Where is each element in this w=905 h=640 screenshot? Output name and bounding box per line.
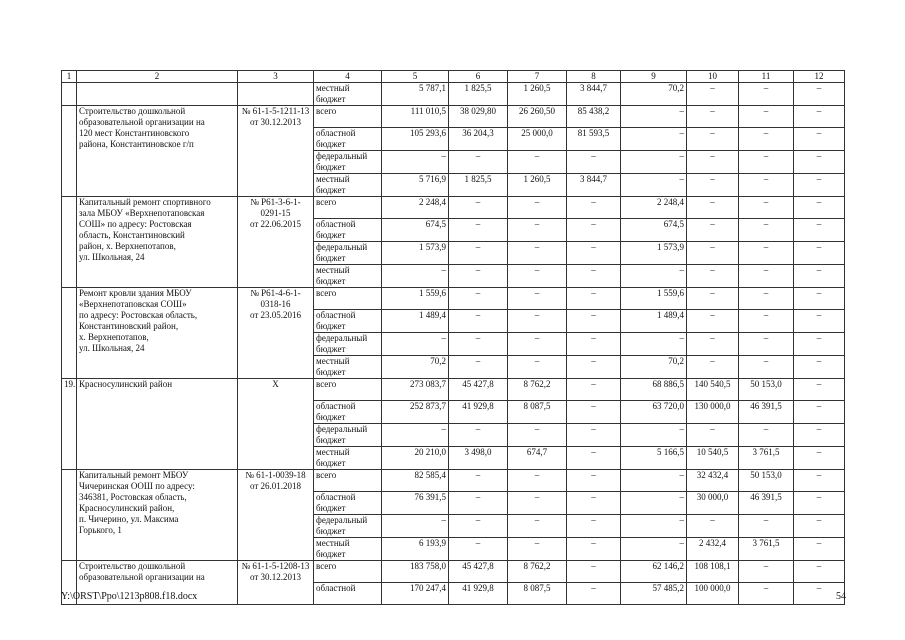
value-cell-col5: 111 010,5 [382, 106, 449, 128]
value-cell-col6: – [449, 492, 508, 515]
value-cell-col6: – [449, 288, 508, 310]
value-cell-col9: 674,5 [621, 219, 687, 242]
budget-source-cell: местный бюджет [314, 174, 382, 197]
budget-source-cell: областной бюджет [314, 401, 382, 424]
budget-source-cell: федеральный бюджет [314, 333, 382, 356]
value-cell-col8: 3 844,7 [567, 174, 621, 197]
value-cell-col9: 62 146,2 [621, 561, 687, 583]
value-cell-col12: – [794, 197, 845, 219]
value-cell-col9: 2 248,4 [621, 197, 687, 219]
column-number-8: 8 [567, 71, 621, 83]
value-cell-col8: – [567, 310, 621, 333]
value-cell-col12: – [794, 492, 845, 515]
value-cell-col5: – [382, 265, 449, 288]
value-cell-col12: – [794, 174, 845, 197]
value-cell-col8: – [567, 515, 621, 538]
value-cell-col10: – [687, 265, 739, 288]
document-number-cell: № Р61-4-6-1- 0318-16 от 23.05.2016 [238, 288, 314, 379]
column-number-6: 6 [449, 71, 508, 83]
value-cell-col8: – [567, 470, 621, 492]
value-cell-col12: – [794, 265, 845, 288]
value-cell-col6: 38 029,80 [449, 106, 508, 128]
document-number-cell: Х [238, 379, 314, 470]
value-cell-col8: – [567, 333, 621, 356]
value-cell-col5: 6 193,9 [382, 538, 449, 561]
value-cell-col9: – [621, 151, 687, 174]
value-cell-col12: – [794, 583, 845, 605]
value-cell-col11: – [739, 288, 794, 310]
value-cell-col10: – [687, 219, 739, 242]
budget-table [61, 70, 845, 605]
table-row [62, 197, 845, 219]
value-cell-col11: 3 761,5 [739, 447, 794, 470]
value-cell-col9: 63 720,0 [621, 401, 687, 424]
value-cell-col7: – [508, 356, 567, 379]
value-cell-col9: 1 559,6 [621, 288, 687, 310]
value-cell-col12: – [794, 151, 845, 174]
column-number-4: 4 [314, 71, 382, 83]
value-cell-col9: – [621, 265, 687, 288]
value-cell-col5: 20 210,0 [382, 447, 449, 470]
value-cell-col11: – [739, 561, 794, 583]
value-cell-col6: – [449, 356, 508, 379]
budget-source-cell: всего [314, 470, 382, 492]
value-cell-col7: 8 087,5 [508, 583, 567, 605]
value-cell-col12: – [794, 106, 845, 128]
value-cell-col9: 1 489,4 [621, 310, 687, 333]
value-cell-col7: 674,7 [508, 447, 567, 470]
column-number-3: 3 [238, 71, 314, 83]
value-cell-col10: 100 000,0 [687, 583, 739, 605]
value-cell-col6: 41 929,8 [449, 401, 508, 424]
value-cell-col10: – [687, 197, 739, 219]
value-cell-col7: 1 260,5 [508, 174, 567, 197]
value-cell-col5: 273 083,7 [382, 379, 449, 401]
budget-source-cell: федеральный бюджет [314, 151, 382, 174]
value-cell-col5: 5 787,1 [382, 83, 449, 106]
object-name-cell: Капитальный ремонт спортивного зала МБОУ «Верхнепотаповская СОШ» по адресу: Ростовская область, Константиновский район, х. Верхнепотапов, ул. Школьная, 24 [77, 197, 238, 288]
value-cell-col5: 5 716,9 [382, 174, 449, 197]
object-name-cell: Капитальный ремонт МБОУ Чичеринская ООШ по адресу: 346381, Ростовская область, Красносулинский район, п. Чичерино, ул. Максима Горького, 1 [77, 470, 238, 561]
value-cell-col8: – [567, 401, 621, 424]
document-number-cell: № Р61-3-6-1- 0291-15 от 22.06.2015 [238, 197, 314, 288]
value-cell-col10: 30 000,0 [687, 492, 739, 515]
value-cell-col6: 36 204,3 [449, 128, 508, 151]
value-cell-col6: – [449, 151, 508, 174]
value-cell-col9: 68 886,5 [621, 379, 687, 401]
row-number-cell [62, 470, 77, 561]
value-cell-col8: – [567, 492, 621, 515]
value-cell-col12: – [794, 538, 845, 561]
value-cell-col12: – [794, 83, 845, 106]
value-cell-col5: 170 247,4 [382, 583, 449, 605]
value-cell-col9: – [621, 174, 687, 197]
column-number-5: 5 [382, 71, 449, 83]
budget-source-cell: местный бюджет [314, 83, 382, 106]
value-cell-col10: – [687, 106, 739, 128]
value-cell-col6: 45 427,8 [449, 561, 508, 583]
column-number-11: 11 [739, 71, 794, 83]
budget-source-cell: местный бюджет [314, 265, 382, 288]
value-cell-col12: – [794, 379, 845, 401]
table-row [62, 288, 845, 310]
value-cell-col12: – [794, 447, 845, 470]
value-cell-col7: 8 087,5 [508, 401, 567, 424]
column-number-12: 12 [794, 71, 845, 83]
table-row [62, 379, 845, 401]
value-cell-col6: – [449, 242, 508, 265]
value-cell-col7: 25 000,0 [508, 128, 567, 151]
value-cell-col6: 1 825,5 [449, 174, 508, 197]
value-cell-col6: 1 825,5 [449, 83, 508, 106]
value-cell-col11: 50 153,0 [739, 470, 794, 492]
value-cell-col5: 252 873,7 [382, 401, 449, 424]
value-cell-col5: – [382, 333, 449, 356]
value-cell-col5: 1 559,6 [382, 288, 449, 310]
document-number-cell: № 61-1-5-1211-13 от 30.12.2013 [238, 106, 314, 197]
value-cell-col12: – [794, 310, 845, 333]
value-cell-col12: – [794, 242, 845, 265]
value-cell-col6: – [449, 333, 508, 356]
row-number-cell: 19. [62, 379, 77, 470]
budget-source-cell: областной бюджет [314, 128, 382, 151]
document-number-cell: № 61-1-0039-18 от 26.01.2018 [238, 470, 314, 561]
value-cell-col8: 81 593,5 [567, 128, 621, 151]
value-cell-col7: – [508, 333, 567, 356]
value-cell-col11: – [739, 242, 794, 265]
value-cell-col9: 57 485,2 [621, 583, 687, 605]
value-cell-col7: – [508, 492, 567, 515]
row-number-cell [62, 106, 77, 197]
object-name-cell: Строительство дошкольной образовательной организации на [77, 561, 238, 605]
table-row [62, 83, 845, 106]
value-cell-col10: 130 000,0 [687, 401, 739, 424]
budget-source-cell: областной бюджет [314, 310, 382, 333]
value-cell-col8: – [567, 356, 621, 379]
value-cell-col5: 183 758,0 [382, 561, 449, 583]
value-cell-col11: – [739, 197, 794, 219]
value-cell-col8: – [567, 538, 621, 561]
value-cell-col8: – [567, 197, 621, 219]
budget-source-cell: местный бюджет [314, 538, 382, 561]
value-cell-col8: – [567, 379, 621, 401]
value-cell-col11: – [739, 83, 794, 106]
column-number-9: 9 [621, 71, 687, 83]
continuation-cell [62, 83, 77, 106]
continuation-cell [238, 83, 314, 106]
value-cell-col5: 1 573,9 [382, 242, 449, 265]
document-number-cell: № 61-1-5-1208-13 от 30.12.2013 [238, 561, 314, 605]
value-cell-col8: – [567, 288, 621, 310]
header-row [62, 71, 845, 83]
budget-source-cell: федеральный бюджет [314, 242, 382, 265]
value-cell-col7: – [508, 288, 567, 310]
value-cell-col7: – [508, 219, 567, 242]
value-cell-col11: – [739, 174, 794, 197]
value-cell-col12: – [794, 288, 845, 310]
table-row [62, 561, 845, 583]
value-cell-col9: – [621, 515, 687, 538]
column-number-10: 10 [687, 71, 739, 83]
row-number-cell [62, 197, 77, 288]
value-cell-col11: 46 391,5 [739, 492, 794, 515]
value-cell-col9: – [621, 333, 687, 356]
value-cell-col7: – [508, 310, 567, 333]
value-cell-col5: – [382, 151, 449, 174]
value-cell-col11: – [739, 424, 794, 447]
column-number-2: 2 [77, 71, 238, 83]
budget-source-cell: всего [314, 197, 382, 219]
value-cell-col11: – [739, 151, 794, 174]
budget-source-cell: всего [314, 561, 382, 583]
value-cell-col11: 46 391,5 [739, 401, 794, 424]
value-cell-col9: 70,2 [621, 83, 687, 106]
value-cell-col9: – [621, 424, 687, 447]
value-cell-col8: – [567, 583, 621, 605]
value-cell-col5: – [382, 515, 449, 538]
value-cell-col7: 1 260,5 [508, 83, 567, 106]
value-cell-col6: – [449, 197, 508, 219]
value-cell-col12: – [794, 356, 845, 379]
file-path: Y:\ORST\Ppo\1213p808.f18.docx [61, 591, 198, 602]
value-cell-col6: 41 929,8 [449, 583, 508, 605]
budget-source-cell: всего [314, 106, 382, 128]
value-cell-col7: – [508, 265, 567, 288]
value-cell-col7: – [508, 242, 567, 265]
budget-source-cell: всего [314, 379, 382, 401]
value-cell-col11: – [739, 583, 794, 605]
value-cell-col12: – [794, 515, 845, 538]
budget-source-cell: федеральный бюджет [314, 424, 382, 447]
value-cell-col10: 140 540,5 [687, 379, 739, 401]
value-cell-col7: – [508, 470, 567, 492]
value-cell-col5: 1 489,4 [382, 310, 449, 333]
value-cell-col10: – [687, 356, 739, 379]
value-cell-col10: – [687, 242, 739, 265]
value-cell-col5: 2 248,4 [382, 197, 449, 219]
value-cell-col6: – [449, 219, 508, 242]
value-cell-col11: 50 153,0 [739, 379, 794, 401]
value-cell-col11: – [739, 515, 794, 538]
value-cell-col8: – [567, 242, 621, 265]
value-cell-col7: – [508, 538, 567, 561]
budget-source-cell: областной бюджет [314, 219, 382, 242]
value-cell-col12: – [794, 424, 845, 447]
value-cell-col9: – [621, 128, 687, 151]
column-number-7: 7 [508, 71, 567, 83]
value-cell-col10: – [687, 151, 739, 174]
value-cell-col7: – [508, 424, 567, 447]
value-cell-col12: – [794, 561, 845, 583]
value-cell-col10: – [687, 424, 739, 447]
value-cell-col8: 85 438,2 [567, 106, 621, 128]
value-cell-col10: – [687, 128, 739, 151]
value-cell-col12: – [794, 470, 845, 492]
value-cell-col8: – [567, 151, 621, 174]
value-cell-col6: 3 498,0 [449, 447, 508, 470]
value-cell-col7: – [508, 515, 567, 538]
value-cell-col9: – [621, 492, 687, 515]
value-cell-col12: – [794, 333, 845, 356]
value-cell-col8: 3 844,7 [567, 83, 621, 106]
value-cell-col9: 1 573,9 [621, 242, 687, 265]
value-cell-col10: 2 432,4 [687, 538, 739, 561]
budget-source-cell: всего [314, 288, 382, 310]
object-name-cell: Ремонт кровли здания МБОУ «Верхнепотаповская СОШ» по адресу: Ростовская область, Константиновский район, х. Верхнепотапов, ул. Школьная, 24 [77, 288, 238, 379]
value-cell-col10: – [687, 174, 739, 197]
value-cell-col11: 3 761,5 [739, 538, 794, 561]
value-cell-col10: – [687, 310, 739, 333]
value-cell-col9: – [621, 106, 687, 128]
value-cell-col11: – [739, 333, 794, 356]
budget-source-cell: федеральный бюджет [314, 515, 382, 538]
value-cell-col9: 70,2 [621, 356, 687, 379]
value-cell-col6: – [449, 310, 508, 333]
value-cell-col6: – [449, 515, 508, 538]
value-cell-col8: – [567, 561, 621, 583]
value-cell-col11: – [739, 128, 794, 151]
row-number-cell [62, 288, 77, 379]
column-number-1: 1 [62, 71, 77, 83]
value-cell-col11: – [739, 310, 794, 333]
value-cell-col8: – [567, 219, 621, 242]
value-cell-col5: – [382, 424, 449, 447]
value-cell-col9: – [621, 470, 687, 492]
object-name-cell: Строительство дошкольной образовательной организации на 120 мест Константиновского района, Константиновское г/п [77, 106, 238, 197]
value-cell-col6: – [449, 424, 508, 447]
value-cell-col11: – [739, 265, 794, 288]
value-cell-col10: 108 108,1 [687, 561, 739, 583]
value-cell-col11: – [739, 106, 794, 128]
value-cell-col5: 105 293,6 [382, 128, 449, 151]
value-cell-col7: 26 260,50 [508, 106, 567, 128]
table-row [62, 470, 845, 492]
value-cell-col5: 70,2 [382, 356, 449, 379]
continuation-cell [77, 83, 238, 106]
value-cell-col10: – [687, 288, 739, 310]
value-cell-col11: – [739, 219, 794, 242]
budget-source-cell: областной бюджет [314, 492, 382, 515]
value-cell-col7: 8 762,2 [508, 379, 567, 401]
value-cell-col7: – [508, 151, 567, 174]
value-cell-col12: – [794, 219, 845, 242]
value-cell-col10: 32 432,4 [687, 470, 739, 492]
value-cell-col6: – [449, 470, 508, 492]
value-cell-col6: – [449, 265, 508, 288]
budget-source-cell: местный бюджет [314, 356, 382, 379]
value-cell-col10: 10 540,5 [687, 447, 739, 470]
value-cell-col8: – [567, 265, 621, 288]
value-cell-col10: – [687, 515, 739, 538]
value-cell-col6: – [449, 538, 508, 561]
page-number: 54 [836, 591, 846, 602]
value-cell-col9: – [621, 538, 687, 561]
budget-source-cell: областной [314, 583, 382, 605]
value-cell-col11: – [739, 356, 794, 379]
value-cell-col5: 76 391,5 [382, 492, 449, 515]
value-cell-col9: 5 166,5 [621, 447, 687, 470]
budget-source-cell: местный бюджет [314, 447, 382, 470]
table-row [62, 106, 845, 128]
value-cell-col12: – [794, 128, 845, 151]
object-name-cell: Красносулинский район [77, 379, 238, 470]
value-cell-col10: – [687, 83, 739, 106]
value-cell-col10: – [687, 333, 739, 356]
value-cell-col12: – [794, 401, 845, 424]
value-cell-col7: 8 762,2 [508, 561, 567, 583]
value-cell-col5: 674,5 [382, 219, 449, 242]
value-cell-col7: – [508, 197, 567, 219]
value-cell-col8: – [567, 447, 621, 470]
value-cell-col8: – [567, 424, 621, 447]
value-cell-col6: 45 427,8 [449, 379, 508, 401]
value-cell-col5: 82 585,4 [382, 470, 449, 492]
